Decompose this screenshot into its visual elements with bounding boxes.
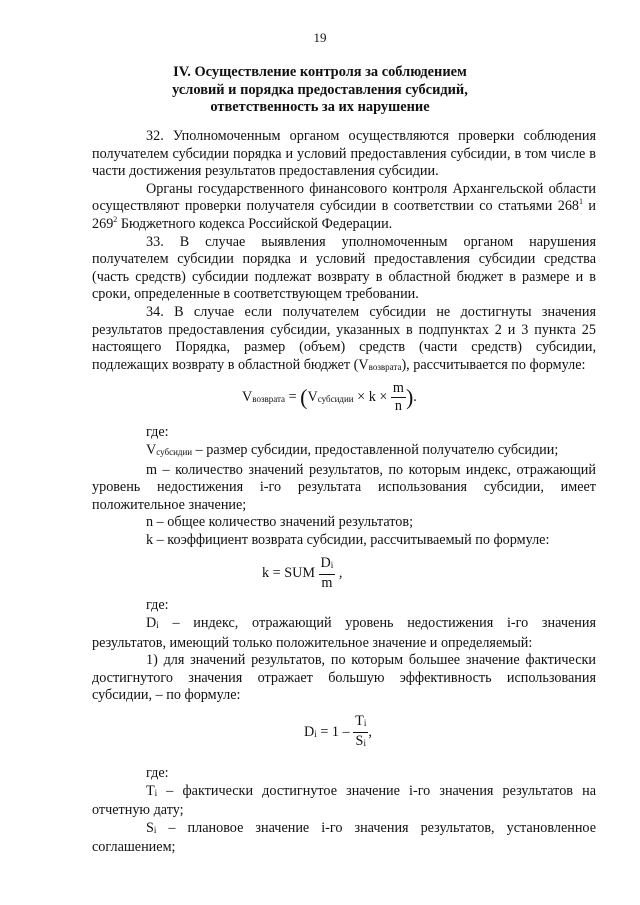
where-label: где:: [146, 597, 169, 614]
definition-k: k – коэффициент возврата субсидии, рассчитываемый по формуле:: [146, 531, 550, 548]
definition-t: Ti – фактически достигнутое значение i-го значения результатов на отчетную дату;: [92, 782, 596, 819]
heading-line: ответственность за их нарушение: [210, 99, 430, 115]
paragraph-34: 34. В случае если получателем субсидии не достигнуты значения результатов предоставления субсидии, указанных в подпунктах 2 и 3 пункта 25 настоящего Порядка, размер (объем) средств (части средств) субсидии, подлежащих возврату в областной бюджет (Vвозврата), рассчитывается по формуле:: [92, 303, 596, 373]
definition-m: m – количество значений результатов, по которым индекс, отражающий уровень недостижения i-го результата использования субсидии, имеет положительное значение;: [92, 461, 596, 513]
heading-line: IV. Осуществление контроля за соблюдением: [173, 64, 467, 80]
heading-line: условий и порядка предоставления субсидий,: [172, 81, 468, 98]
definition-v: Vсубсидии – размер субсидии, предоставленной получателю субсидии;: [146, 441, 559, 458]
formula-k: k = SUM $\frac{Di}{m}$ ,: [262, 555, 343, 592]
paragraph-financial-control: Органы государственного финансового контроля Архангельской области осуществляют проверки получателя субсидии в соответствии со статьями $268^1$ и $269^2$ Бюджетного кодекса Российской Федерации.: [92, 180, 597, 232]
fraction-d-m: $\frac{Di}{m}$: [320, 555, 334, 592]
fraction-m-n: $\frac{m}{n}$: [392, 380, 404, 415]
definition-s: Si – плановое значение i-го значения результатов, установленное соглашением;: [92, 819, 596, 856]
paragraph-32: 32. Уполномоченным органом осуществляются проверки соблюдения получателем субсидии порядка и условий предоставления субсидии, в том числе в части достижения результатов предоставления субсидии.: [92, 128, 596, 180]
definition-d: Di – индекс, отражающий уровень недостижения i-го значения результатов, имеющий только положительное значение и определяемый:: [92, 615, 596, 651]
page-number: 19: [313, 30, 327, 45]
item-1: 1) для значений результатов, по которым большее значение фактически достигнутого значения отражает большую эффективность использования субсидии, – по формуле:: [92, 652, 596, 704]
where-label: где:: [146, 765, 169, 782]
paragraph-33: 33. В случае выявления уполномоченным органом нарушения получателем субсидии порядка и условий предоставления субсидии средства (часть средств) субсидии подлежат возврату в областной бюджет в размере и в сроки, определенные в соответствующем требовании.: [92, 233, 596, 303]
where-label: где:: [146, 424, 169, 441]
formula-refund: Vвозврата = (Vсубсидии × k × $\frac{m}{n}$ ).: [242, 380, 417, 415]
section-heading: [60, 64, 580, 117]
formula-d: Di = 1 – $\frac{Ti}{Si}$ ,: [92, 705, 596, 765]
fraction-t-s: $\frac{Ti}{Si}$: [355, 713, 367, 750]
definition-n: n – общее количество значений результатов;: [146, 514, 414, 531]
document-body: [92, 128, 596, 857]
